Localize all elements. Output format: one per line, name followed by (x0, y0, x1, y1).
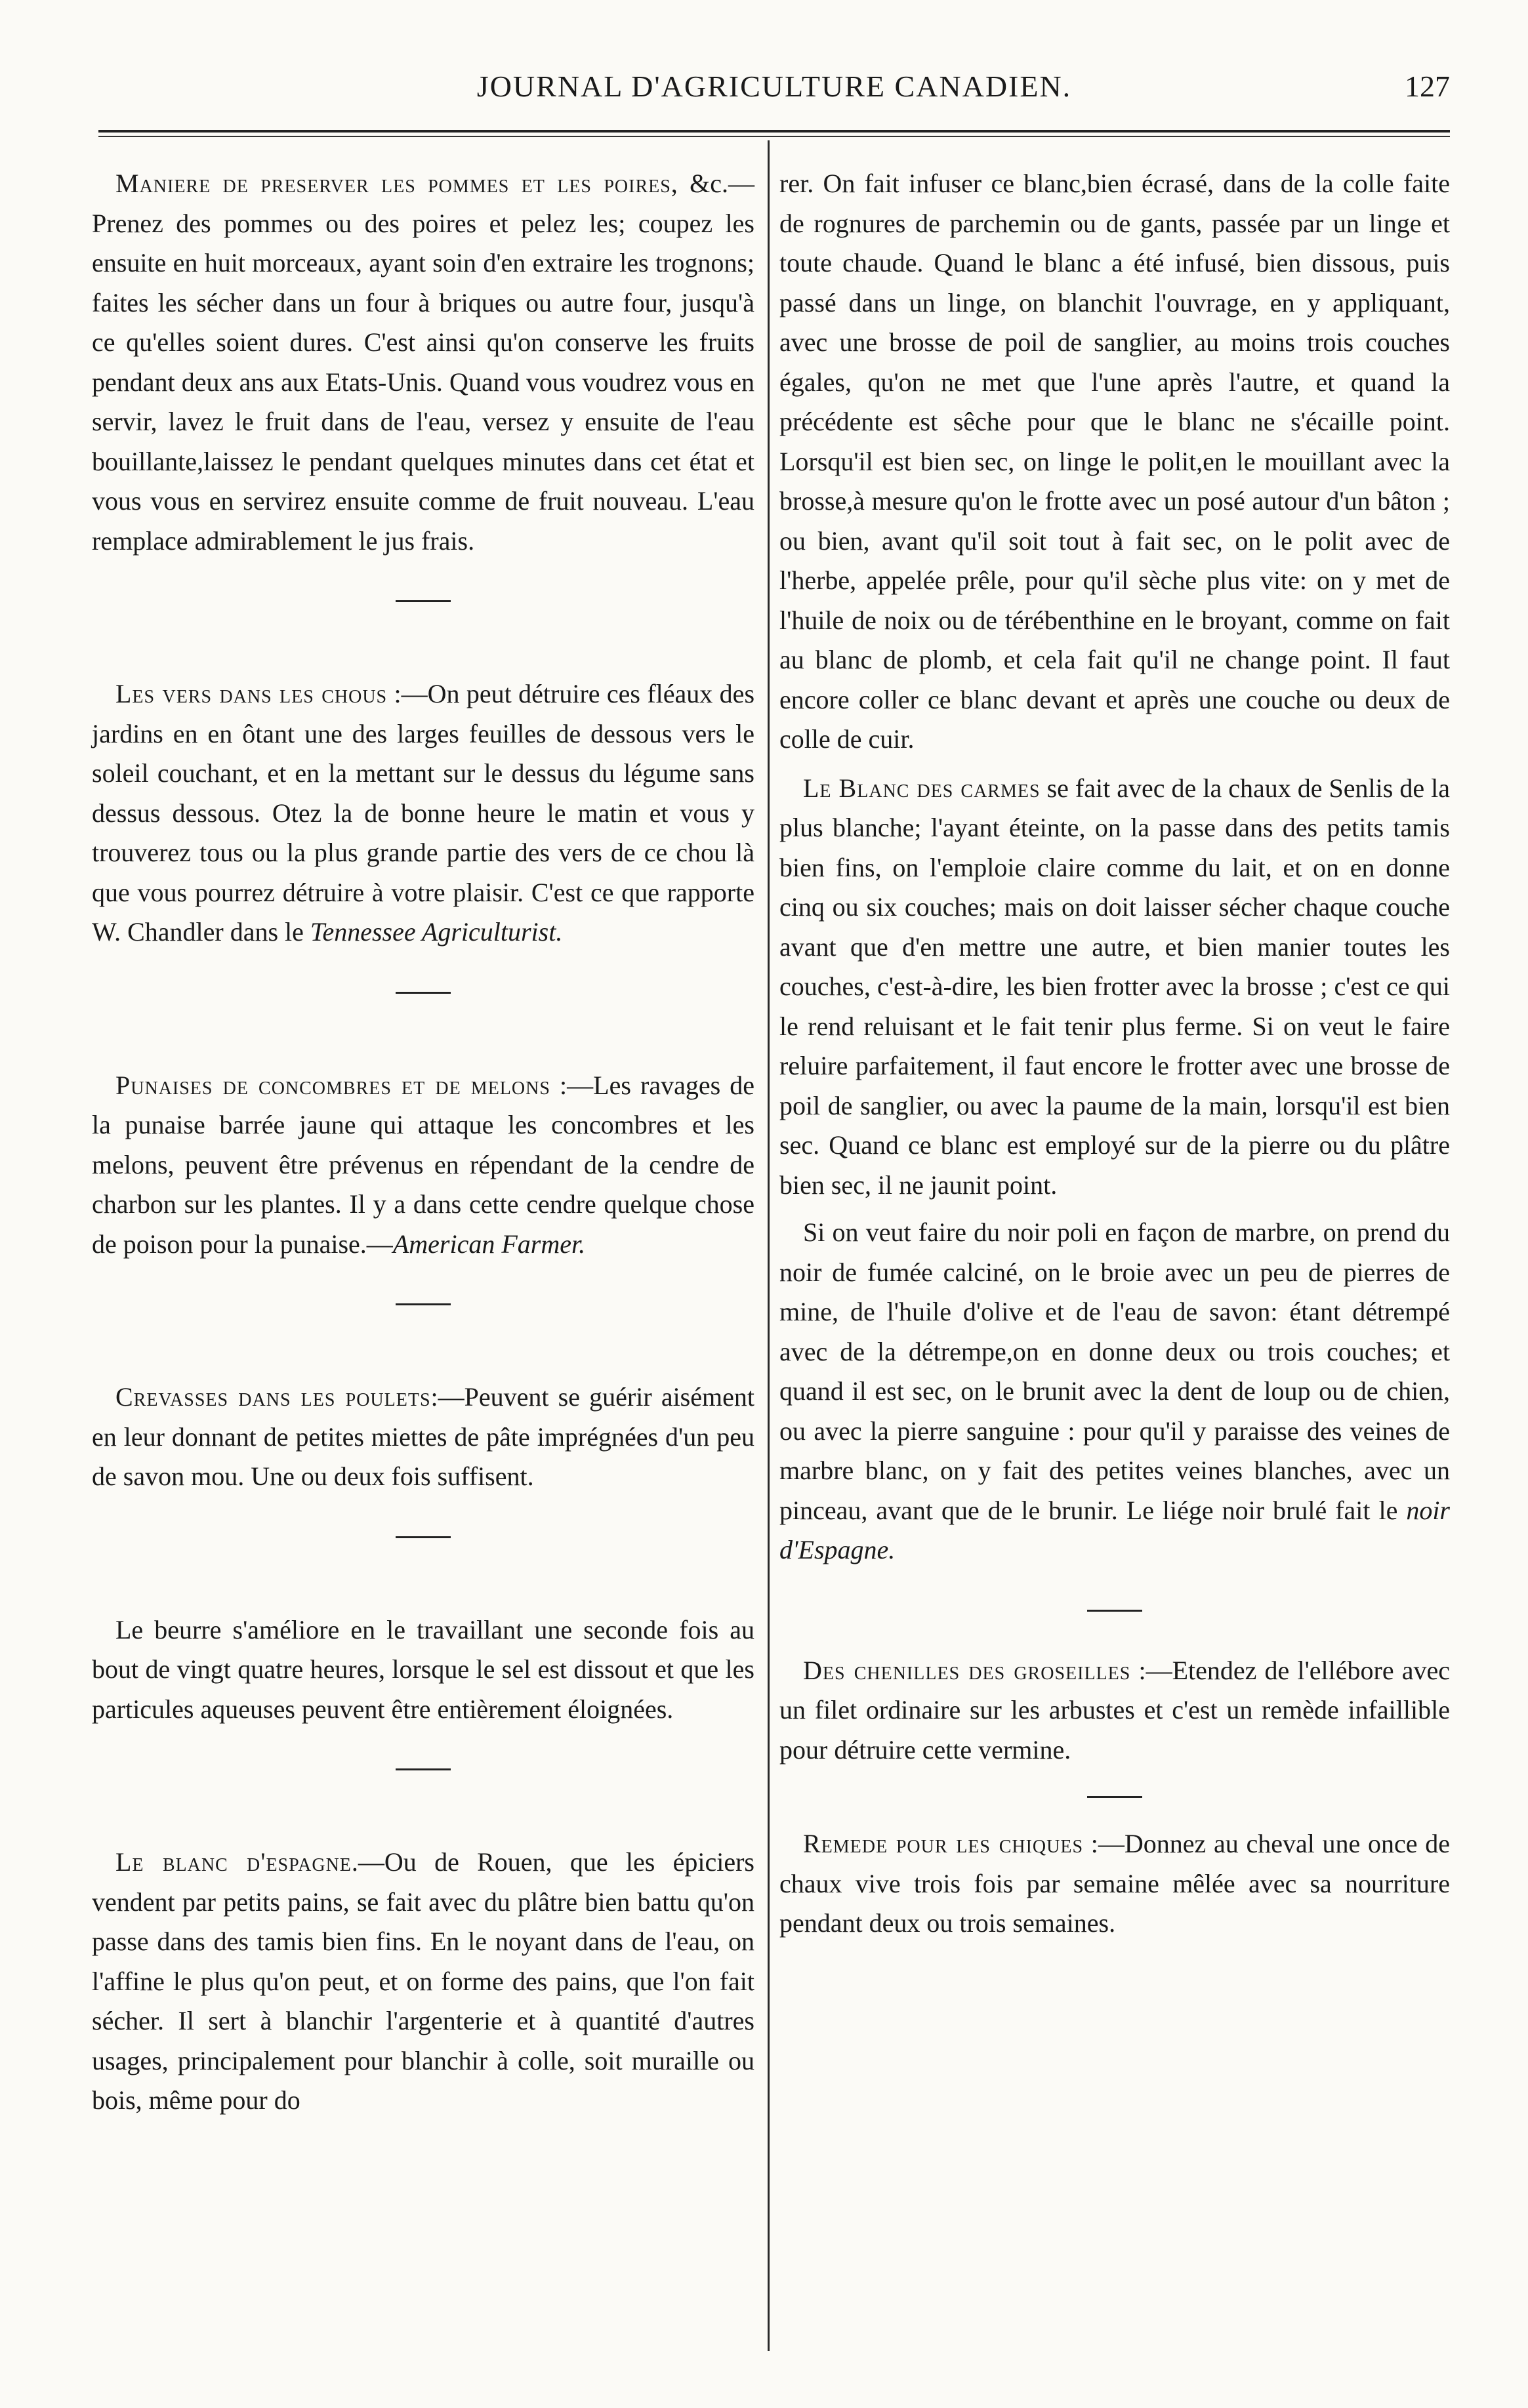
column-divider (768, 140, 770, 2351)
article-body: :—On peut détruire ces fléaux des jardins en en ôtant une des larges feuilles de dessous vers le soleil couchant, et en la mettant sur le dessus du légume sans dessus dessous. Otez la de bonne heure le matin et vous y trouverez tous ou la plus grande partie des vers de ce chou là que vous pourrez détruire à votre plaisir. C'est ce que rapporte W. Chandler dans le (92, 679, 755, 947)
article-butter (92, 1610, 754, 1730)
article-body: :—Etendez de l'ellébore avec un filet ordinaire sur les arbustes et c'est un remède infaillible pour détruire cette vermine. (779, 1655, 1450, 1765)
article-title: Crevasses dans les poulets (115, 1382, 431, 1412)
article-title: Le Blanc des carmes (803, 773, 1041, 803)
left-column (92, 164, 754, 2121)
header-rule-thick (98, 130, 1450, 133)
article-cabbage-worms (92, 674, 754, 952)
article-body: :—Les ravages de la punaise barrée jaune qui attaque les concombres et les melons, peuvent être prévenus en répendant de la cendre de charbon sur les plantes. Il y a dans cette cendre quelque chose de poison pour la punaise.— (92, 1070, 755, 1259)
article-spanish-white-continued: rer. On fait infuser ce blanc,bien écrasé, dans de la colle faite de rognures de parchemin ou de gants, passée par un linge et toute chaude. Quand le blanc a été infusé, bien dissous, puis passé dans un linge, on blanchit l'ouvrage, en y appliquant, avec une brosse de poil de sanglier, au moins trois couches égales, qu'on ne met que l'une après l'autre, et quand la précédente est sêche pour que le blanc ne s'écaille point. Lorsqu'il est bien sec, on linge le polit,en le mouillant avec la brosse,à mesure qu'on le frotte avec un posé autour d'un bâton ; ou bien, avant qu'il soit tout à fait sec, on le polit avec de l'herbe, appelée prêle, pour qu'il sèche plus vite: on y met de l'huile de noix ou de térébenthine en le broyant, comme on fait au blanc de plomb, et cela fait qu'il ne change point. Il faut encore coller ce blanc devant et après une couche ou deux de colle de cuir. (779, 169, 1450, 754)
article-gooseberry-caterpillars (779, 1651, 1450, 1770)
article-preserving-apples (92, 164, 754, 561)
article-title: Remede pour les chiques (803, 1829, 1084, 1858)
article-cucumber-bugs (92, 1066, 754, 1265)
article-carmelite-white (779, 769, 1450, 1206)
article-emphasis: noir d'Espagne. (779, 1495, 1450, 1564)
article-title: Des chenilles des groseilles (803, 1655, 1131, 1685)
article-spanish-white (92, 1843, 754, 2121)
article-body: :—Peuvent se guérir aisément en leur donnant de petites miettes de pâte imprégnées d'un peu de savon mou. Une ou deux fois suffisent. (92, 1382, 754, 1491)
running-title: JOURNAL D'AGRICULTURE CANADIEN. (476, 70, 1072, 103)
article-body: .—Ou de Rouen, que les épiciers vendent par petits pains, se fait avec du plâtre bien battu qu'on passe dans des tamis bien fins. En le noyant dans de l'eau, on l'affine le plus qu'on peut, et on forme des pains, que l'on fait sécher. Il sert à blanchir l'argenterie et à quantité d'autres usages, principalement pour blanchir à colle, soit muraille ou bois, même pour do (92, 1847, 754, 2115)
article-title: Punaises de concombres et de melons (115, 1070, 550, 1100)
article-source: American Farmer. (392, 1229, 586, 1259)
header-rule-thin (98, 136, 1450, 137)
page-number: 127 (1405, 70, 1450, 103)
right-column (779, 164, 1450, 1944)
article-body: Si on veut faire du noir poli en façon de marbre, on prend du noir de fumée calciné, on le broie avec un peu de pierres de mine, de l'huile d'olive et de l'eau de savon: étant détrempé avec de la détrempe,on en donne deux ou trois couches; et quand il est sec, on le brunit avec la dent de loup ou de chien, ou avec la pierre sanguine : pour qu'il y paraisse des veines de marbre blanc, on y fait des petites veines blanches, avec un pinceau, avant que de le brunir. Le liége noir brulé fait le (779, 1217, 1450, 1525)
article-body: se fait avec de la chaux de Senlis de la plus blanche; l'ayant éteinte, on la passe dans des petits tamis bien fins, on l'emploie claire comme du lait, et on en donne cinq ou six couches; mais on doit laisser sécher chaque couche avant que d'en mettre une autre, et bien manier toutes les couches, c'est-à-dire, les bien frotter avec la brosse ; c'est ce qui le rend reluisant et le fait tenir plus ferme. Si on veut le faire reluire parfaitement, il faut encore le frotter avec une brosse de poil de sanglier, ou avec la paume de la main, lorsqu'il est bien sec. Quand ce blanc est employé sur de la pierre ou du plâtre bien sec, il ne jaunit point. (779, 773, 1450, 1200)
page-header (98, 69, 1450, 115)
article-chigger-remedy (779, 1824, 1450, 1944)
article-title: Maniere de preserver les pommes et les poires, (115, 169, 678, 198)
article-source: Tennessee Agriculturist. (310, 917, 563, 947)
article-marble-black (779, 1213, 1450, 1570)
article-body: :—Donnez au cheval une once de chaux vive trois fois par semaine mêlée avec sa nourriture pendant deux ou trois semaines. (779, 1829, 1450, 1938)
article-chicken-crevices (92, 1377, 754, 1497)
article-title: Le blanc d'espagne (115, 1847, 352, 1877)
article-body: &c.—Prenez des pommes ou des poires et pelez les; coupez les ensuite en huit morceaux, ayant soin d'en extraire les trognons; faites les sécher dans un four à briques ou autre four, jusqu'à ce qu'elles soient dures. C'est ainsi qu'on conserve les fruits pendant deux ans aux Etats-Unis. Quand vous voudrez vous en servir, lavez le fruit dans de l'eau, versez y ensuite de l'eau bouillante,laissez le pendant quelques minutes dans cet état et vous vous en servirez ensuite comme de fruit nouveau. L'eau remplace admirablement le jus frais. (92, 169, 754, 556)
article-title: Les vers dans les chous (115, 679, 388, 708)
article-body: Le beurre s'améliore en le travaillant une seconde fois au bout de vingt quatre heures, lorsque le sel est dissout et que les particules aqueuses peuvent être entièrement éloignées. (92, 1614, 754, 1724)
